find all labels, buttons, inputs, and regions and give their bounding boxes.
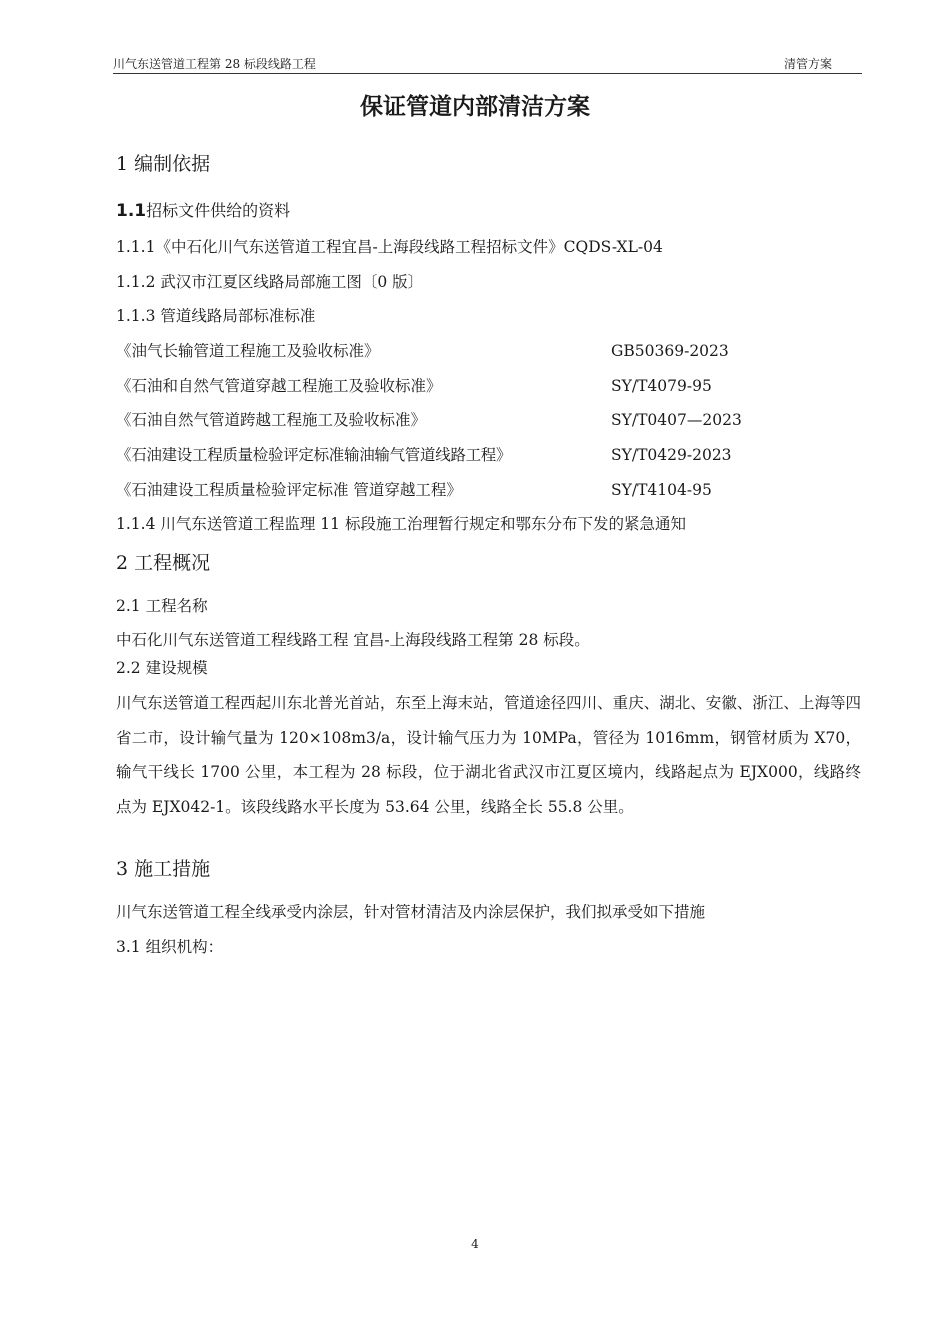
section-2-heading: 2 工程概况 <box>116 552 211 574</box>
standard-code: SY/T4104-95 <box>611 481 712 499</box>
section-2-2-heading: 2.2 建设规模 <box>116 659 208 677</box>
section-1-1-heading <box>116 200 290 222</box>
item-1-1-4: 1.1.4 川气东送管道工程监理 11 标段施工治理暂行规定和鄂东分布下发的紧急通知 <box>116 515 686 533</box>
header-left-text: 川气东送管道工程第 28 标段线路工程 <box>113 57 316 71</box>
document-title: 保证管道内部清洁方案 <box>360 94 590 120</box>
construction-scale-paragraph: 川气东送管道工程西起川东北普光首站，东至上海末站，管道途径四川、重庆、湖北、安徽、浙江、上海等四省二市，设计输气量为 120×108m3/a，设计输气压力为 10MPa，管径为 1016mm，钢管材质为 X70，输气干线长 1700 公里，本工程为 28 标段，位于湖北省武汉市江夏区境内，线路起点为 EJX000，线路终点为 EJX042-1。该段线路水平长度为 53.64 公里，线路全长 55.8 公里。 <box>116 694 861 816</box>
project-name-line: 中石化川气东送管道工程线路工程 宜昌-上海段线路工程第 28 标段。 <box>116 631 590 649</box>
item-1-1-2: 1.1.2 武汉市江夏区线路局部施工图〔0 版〕 <box>116 273 424 291</box>
page-header <box>113 56 862 74</box>
standard-code: SY/T0429-2023 <box>611 446 732 464</box>
section-3-heading: 3 施工措施 <box>116 858 211 880</box>
section-1-1-number: 1.1 <box>116 201 147 221</box>
header-right-text: 清管方案 <box>783 57 832 71</box>
standard-code: GB50369-2023 <box>611 342 729 360</box>
section-1-heading: 1 编制依据 <box>116 153 211 175</box>
standard-code: SY/T4079-95 <box>611 377 712 395</box>
standard-name: 《石油自然气管道跨越工程施工及验收标准》 <box>116 411 427 429</box>
section-2-1-heading: 2.1 工程名称 <box>116 597 208 615</box>
standard-name: 《石油建设工程质量检验评定标准输油输气管道线路工程》 <box>116 446 512 464</box>
page-number: 4 <box>471 1237 479 1251</box>
item-1-1-1: 1.1.1《中石化川气东送管道工程宜昌-上海段线路工程招标文件》CQDS-XL-04 <box>116 238 663 256</box>
section-3-intro: 川气东送管道工程全线承受内涂层，针对管材清洁及内涂层保护，我们拟承受如下措施 <box>116 903 706 921</box>
section-1-1-text: 招标文件供给的资料 <box>146 201 291 220</box>
standard-name: 《石油建设工程质量检验评定标准 管道穿越工程》 <box>116 481 462 499</box>
standard-name: 《石油和自然气管道穿越工程施工及验收标准》 <box>116 377 442 395</box>
standard-code: SY/T0407—2023 <box>611 411 742 429</box>
item-1-1-3: 1.1.3 管道线路局部标准标准 <box>116 307 316 325</box>
section-3-1-heading: 3.1 组织机构： <box>116 938 224 956</box>
standard-name: 《油气长输管道工程施工及验收标准》 <box>116 342 380 360</box>
